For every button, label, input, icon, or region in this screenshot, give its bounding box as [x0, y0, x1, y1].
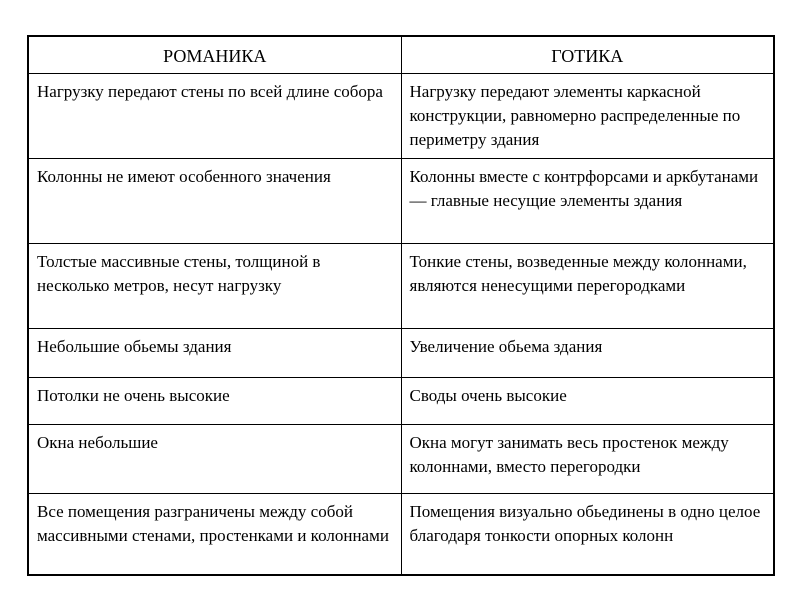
cell-gothic: Нагрузку передают элементы каркасной конструкции, равномерно распределенные по периметру здания: [401, 74, 774, 159]
header-gothic: ГОТИКА: [401, 36, 774, 74]
cell-gothic: Колонны вместе с контрфорсами и аркбутанами — главные несущие элементы здания: [401, 159, 774, 244]
cell-romanesque: Потолки не очень высокие: [28, 378, 401, 425]
table-row: [28, 329, 774, 378]
table-row: [28, 494, 774, 576]
table-row: [28, 244, 774, 329]
cell-romanesque: Все помещения разграничены между собой массивными стенами, простенками и колоннами: [28, 494, 401, 576]
cell-gothic: Окна могут занимать весь простенок между колоннами, вместо перегородки: [401, 425, 774, 494]
cell-gothic: Тонкие стены, возведенные между колоннами, являются ненесущими перегородками: [401, 244, 774, 329]
cell-romanesque: Нагрузку передают стены по всей длине собора: [28, 74, 401, 159]
comparison-table: [27, 35, 775, 576]
table-row: [28, 159, 774, 244]
table-row: [28, 425, 774, 494]
cell-romanesque: Окна небольшие: [28, 425, 401, 494]
header-romanesque: РОМАНИКА: [28, 36, 401, 74]
cell-romanesque: Толстые массивные стены, толщиной в несколько метров, несут нагрузку: [28, 244, 401, 329]
table-row: [28, 74, 774, 159]
table-row: [28, 378, 774, 425]
cell-romanesque: Небольшие обьемы здания: [28, 329, 401, 378]
cell-gothic: Своды очень высокие: [401, 378, 774, 425]
cell-gothic: Помещения визуально обьединены в одно целое благодаря тонкости опорных колонн: [401, 494, 774, 576]
header-row: [28, 36, 774, 74]
cell-gothic: Увеличение обьема здания: [401, 329, 774, 378]
cell-romanesque: Колонны не имеют особенного значения: [28, 159, 401, 244]
